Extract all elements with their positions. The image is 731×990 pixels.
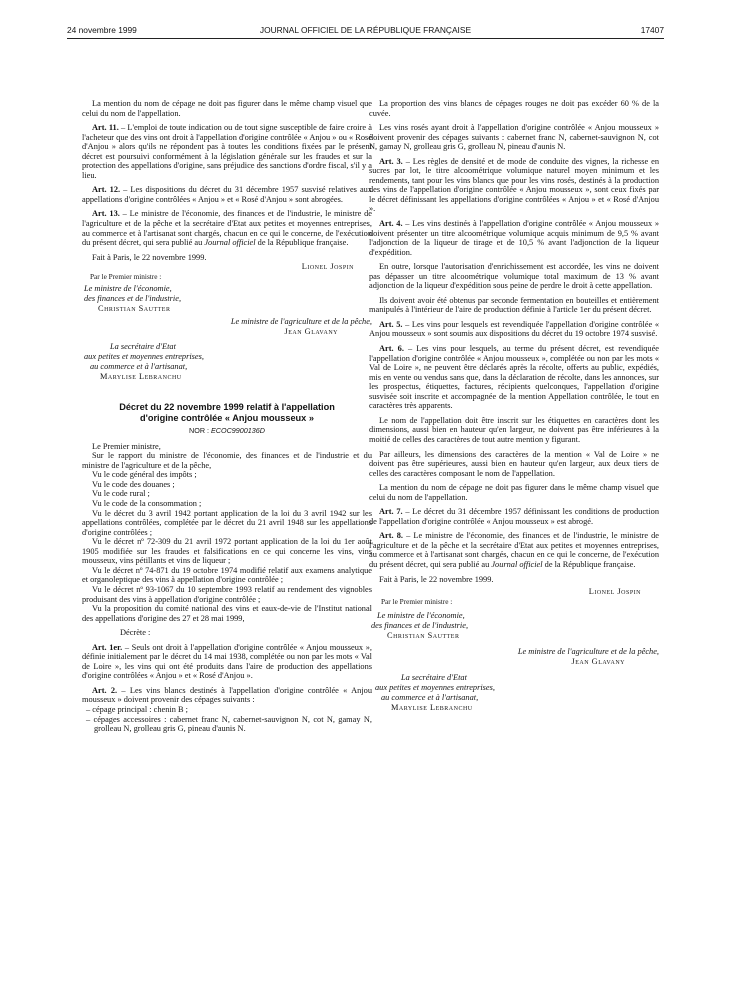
signature-block [82,262,372,382]
article-text: de la République française. [255,238,349,248]
article-text: – Les vins pour lesquels est revendiquée l'appellation d'origine contrôlée « Anjou mousseux » sont soumis aux dispositions du décret du 19 octobre 1974 susvisé. [369,319,659,339]
article-13 [82,209,372,247]
signatory-role: au commerce et à l'artisanat, [381,693,479,703]
signatory-role: Le ministre de l'agriculture et de la pêche, [230,317,372,327]
signatory-name: Marylise Lebranchu [391,703,473,713]
article-text: – Les vins blancs destinés à l'appellation d'origine contrôlée « Anjou mousseux » doivent provenir des cépages suivants : [82,685,373,705]
article-label: Art. 4. [379,219,403,229]
paragraph: Le nom de l'appellation doit être inscrit sur les étiquettes en caractères dont les dimensions, aussi bien en hauteur qu'en largeur, ne doivent pas être inférieures à la moitié de celles des caractères de tout autre mention y figurant. [369,415,659,444]
article-text: – Seuls ont droit à l'appellation d'origine contrôlée « Anjou mousseux », définie initialement par le décret du 14 mai 1938, complétée ou non par les mots « Val de Loire », les vins qui ont été produits dans l'aire de production des appellations d'origine contrôlées « Anjou » et « Rosé d'Anjou ». [82,642,373,681]
signatory-role: des finances et de l'industrie, [84,294,182,304]
signatory-role: Le ministre de l'économie, [377,611,465,621]
article-6 [369,344,659,411]
signatory-role: La secrétaire d'Etat [110,342,176,352]
signatory-role: aux petites et moyennes entreprises, [84,352,204,362]
signatory-role: des finances et de l'industrie, [371,621,469,631]
visa: Vu le code rural ; [92,489,150,499]
article-label: Art. 1er. [92,642,123,652]
signatory-name: Christian Sautter [98,304,171,314]
signatory-name: Jean Glavany [284,327,338,337]
article-text: – Le décret du 31 décembre 1957 définissant les conditions de production de l'appellation d'origine contrôlée « Anjou mousseux » est abrogé. [369,507,660,526]
signatory-name: Lionel Jospin [588,587,641,597]
visa: Vu le code général des impôts ; [92,470,197,480]
decrete-heading: Décrète : [120,628,151,638]
article-label: Art. 2. [92,685,118,695]
decree-title-line: Décret du 22 novembre 1999 relatif à l'appellation [119,402,335,413]
article-label: Art. 5. [379,319,403,329]
article-5 [369,320,659,339]
paragraph: Par ailleurs, les dimensions des caractères de la mention « Val de Loire » ne doivent pas être supérieures, aussi bien en hauteur qu'en largeur, aux deux tiers de celles des caractères composant le nom de l'appellation. [369,449,659,478]
paragraph: Ils doivent avoir été obtenus par seconde fermentation en bouteilles et entièrement manipulés à l'intérieur de l'aire de production définie à l'article 1er du présent décret. [369,295,659,315]
signatory-role: au commerce et à l'artisanat, [90,362,188,372]
signatory-role: Le ministre de l'économie, [84,284,172,294]
signatory-role: aux petites et moyennes entreprises, [375,683,495,693]
article-text: – Les vins destinés à l'appellation d'origine contrôlée « Anjou mousseux » doivent présenter un titre alcoométrique volumique acquis minimum de 9,5 % avant l'adjonction de la liqueur de tirage et de 10,5 % avant l'adjonction de la liqueur d'expédition. [369,219,660,257]
running-header [67,25,664,39]
article-12 [82,185,372,204]
article-7 [369,507,659,526]
signatory-role: Le ministre de l'agriculture et de la pêche, [517,647,659,657]
article-1 [82,643,372,681]
article-2 [82,686,372,705]
article-text: – Le ministre de l'économie, des finances et de l'industrie, le ministre de l'agriculture et de la pêche et la secrétaire d'Etat aux petites et moyennes entreprises, au commerce et à l'artisanat sont chargés, chacun en ce qui le concerne, de l'exécution du présent décret, qui sera publié au [369,531,660,569]
journal-officiel-ref: Journal officiel [204,238,256,248]
article-4 [369,219,659,257]
article-label: Art. 8. [379,531,403,541]
signatory-role: La secrétaire d'Etat [401,673,467,683]
left-column [82,99,372,734]
paragraph: La mention du nom de cépage ne doit pas figurer dans le même champ visuel que celui du nom de l'appellation. [82,99,372,118]
visa: Vu le décret du 3 avril 1942 portant application de la loi du 3 avril 1942 sur les appellations contrôlées, complétée par le décret du 21 avril 1948 sur les appellations d'origine contrôlées ; [82,508,372,537]
article-8 [369,531,659,569]
signatory-role: Par le Premier ministre : [381,597,453,607]
list-item: – cépage principal : chenin B ; [86,704,188,714]
signatory-name: Christian Sautter [387,631,460,641]
paragraph: Les vins rosés ayant droit à l'appellation d'origine contrôlée « Anjou mousseux » doivent provenir des cépages suivants : cabernet franc N, cabernet-sauvignon N, cot N, gamay N, grolleau gris G, grolleau N, pineau d'aunis N. [369,123,659,152]
signatory-role: Par le Premier ministre : [90,272,162,282]
decree-title-line: d'origine contrôlée « Anjou mousseux » [140,413,314,424]
nor-reference [82,426,372,436]
paragraph: En outre, lorsque l'autorisation d'enrichissement est accordée, les vins ne doivent pas dépasser un titre alcoométrique volumique total maximum de 13 % avant adjonction de la liqueur d'expédition sous peine de perdre le droit à cette appellation. [369,262,659,291]
paragraph: Sur le rapport du ministre de l'économie, des finances et de l'industrie et du ministre de l'agriculture et de la pêche, [82,451,372,470]
visa: Vu le décret nº 93-1067 du 10 septembre 1993 relatif au rendement des vignobles produisant des vins à appellation d'origine contrôlée ; [82,584,372,604]
visa: Vu le code de la consommation ; [92,499,202,509]
article-text: de la République française. [542,559,636,569]
article-text: – Les vins pour lesquels, au terme du présent décret, est revendiquée l'appellation d'origine contrôlée « Anjou mousseux », complétée ou non par les mots « Val de Loire », ne peuvent être déclarés après la récolte, offerts au public, expédiés, mis en vente ou vendus sans que, dans la déclaration de récolte, dans les annonces, sur les prospectus, étiquettes, factures, récipients quelconques, l'appellation d'origine susvisée soit inscrite et accompagnée de la mention Appellation contrôlée, le tout en caractères très apparents. [369,344,660,411]
header-page-number: 17407 [640,25,664,35]
visa: Vu le décret nº 74-871 du 19 octobre 1974 modifié relatif aux examens analytique et organoleptique des vins à appellation d'origine contrôlée ; [82,565,372,585]
signature-block [369,584,659,713]
article-label: Art. 13. [92,209,120,219]
article-text: – L'emploi de toute indication ou de tout signe susceptible de faire croire à l'acheteur que des vins ont droit à l'appellation d'origine contrôlée « Anjou » ou « Rosé d'Anjou » alors qu'ils ne répondent pas à toutes les conditions fixées par le présent décret est poursuivi conformément à la législation générale sur les fraudes et sur la protection des appellations d'origine, sans préjudice des sanctions d'ordre fiscal, s'il y a lieu. [82,123,372,180]
paragraph: La mention du nom de cépage ne doit pas figurer dans le même champ visuel que celui du nom de l'appellation. [369,483,659,502]
article-label: Art. 6. [379,344,404,354]
paragraph: La proportion des vins blancs de cépages rouges ne doit pas excéder 60 % de la cuvée. [369,99,659,118]
visa: Vu le code des douanes ; [92,479,175,489]
article-text: – Les règles de densité et de mode de conduite des vignes, la richesse en sucres par lot, le titre alcoométrique volumique naturel moyen minimum et les rendements, tant pour les vins blancs que pour les vins rosés, destinés à la production des vins de l'appellation d'origine contrôlée « Anjou mousseux », sont ceux fixés par le décret définissant les appellations d'origine contrôlées « Anjou » et « Rosé d'Anjou ». [369,156,660,214]
article-label: Art. 3. [379,156,403,166]
article-text: – Les dispositions du décret du 31 décembre 1957 susvisé relatives aux appellations d'origine contrôlées « Anjou » et « Rosé d'Anjou » sont abrogées. [82,185,373,204]
nor-label: NOR : [189,426,211,436]
journal-officiel-ref: Journal officiel [491,559,543,569]
nor-code: ECOC9900136D [211,426,265,436]
visa: Vu la proposition du comité national des vins et eaux-de-vie de l'Institut national des appellations d'origine des 27 et 28 mai 1999, [82,604,372,623]
header-rule [67,38,664,39]
header-date: 24 novembre 1999 [67,25,137,35]
article-text: – Le ministre de l'économie, des finances et de l'industrie, le ministre de l'agriculture et de la pêche et la secrétaire d'Etat aux petites et moyennes entreprises, au commerce et à l'artisanat sont chargés, chacun en ce qui le concerne, de l'exécution du présent décret, qui sera publié au [82,209,372,248]
article-3 [369,157,659,214]
article-label: Art. 7. [379,507,403,517]
list-item: – cépages accessoires : cabernet franc N, cabernet-sauvignon N, cot N, gamay N, grolleau N, grolleau gris G, pineau d'aunis N. [86,714,372,734]
signatory-name: Lionel Jospin [301,262,354,272]
article-label: Art. 12. [92,185,121,195]
decree-title [82,402,372,424]
article-11 [82,123,372,180]
header-journal-title: JOURNAL OFFICIEL DE LA RÉPUBLIQUE FRANÇAISE [259,25,472,35]
signatory-name: Marylise Lebranchu [100,372,182,382]
signature-date: Fait à Paris, le 22 novembre 1999. [92,252,207,262]
signatory-name: Jean Glavany [571,657,625,667]
article-label: Art. 11. [92,123,119,133]
signature-date: Fait à Paris, le 22 novembre 1999. [379,574,494,584]
visa: Vu le décret nº 72-309 du 21 avril 1972 portant application de la loi du 1er août 1905 modifiée sur les fraudes et falsifications en ce qui concerne les vins, vins mousseux, vins pétillants et vins de liqueur ; [82,537,372,566]
paragraph: Le Premier ministre, [92,441,161,451]
right-column [369,99,659,713]
